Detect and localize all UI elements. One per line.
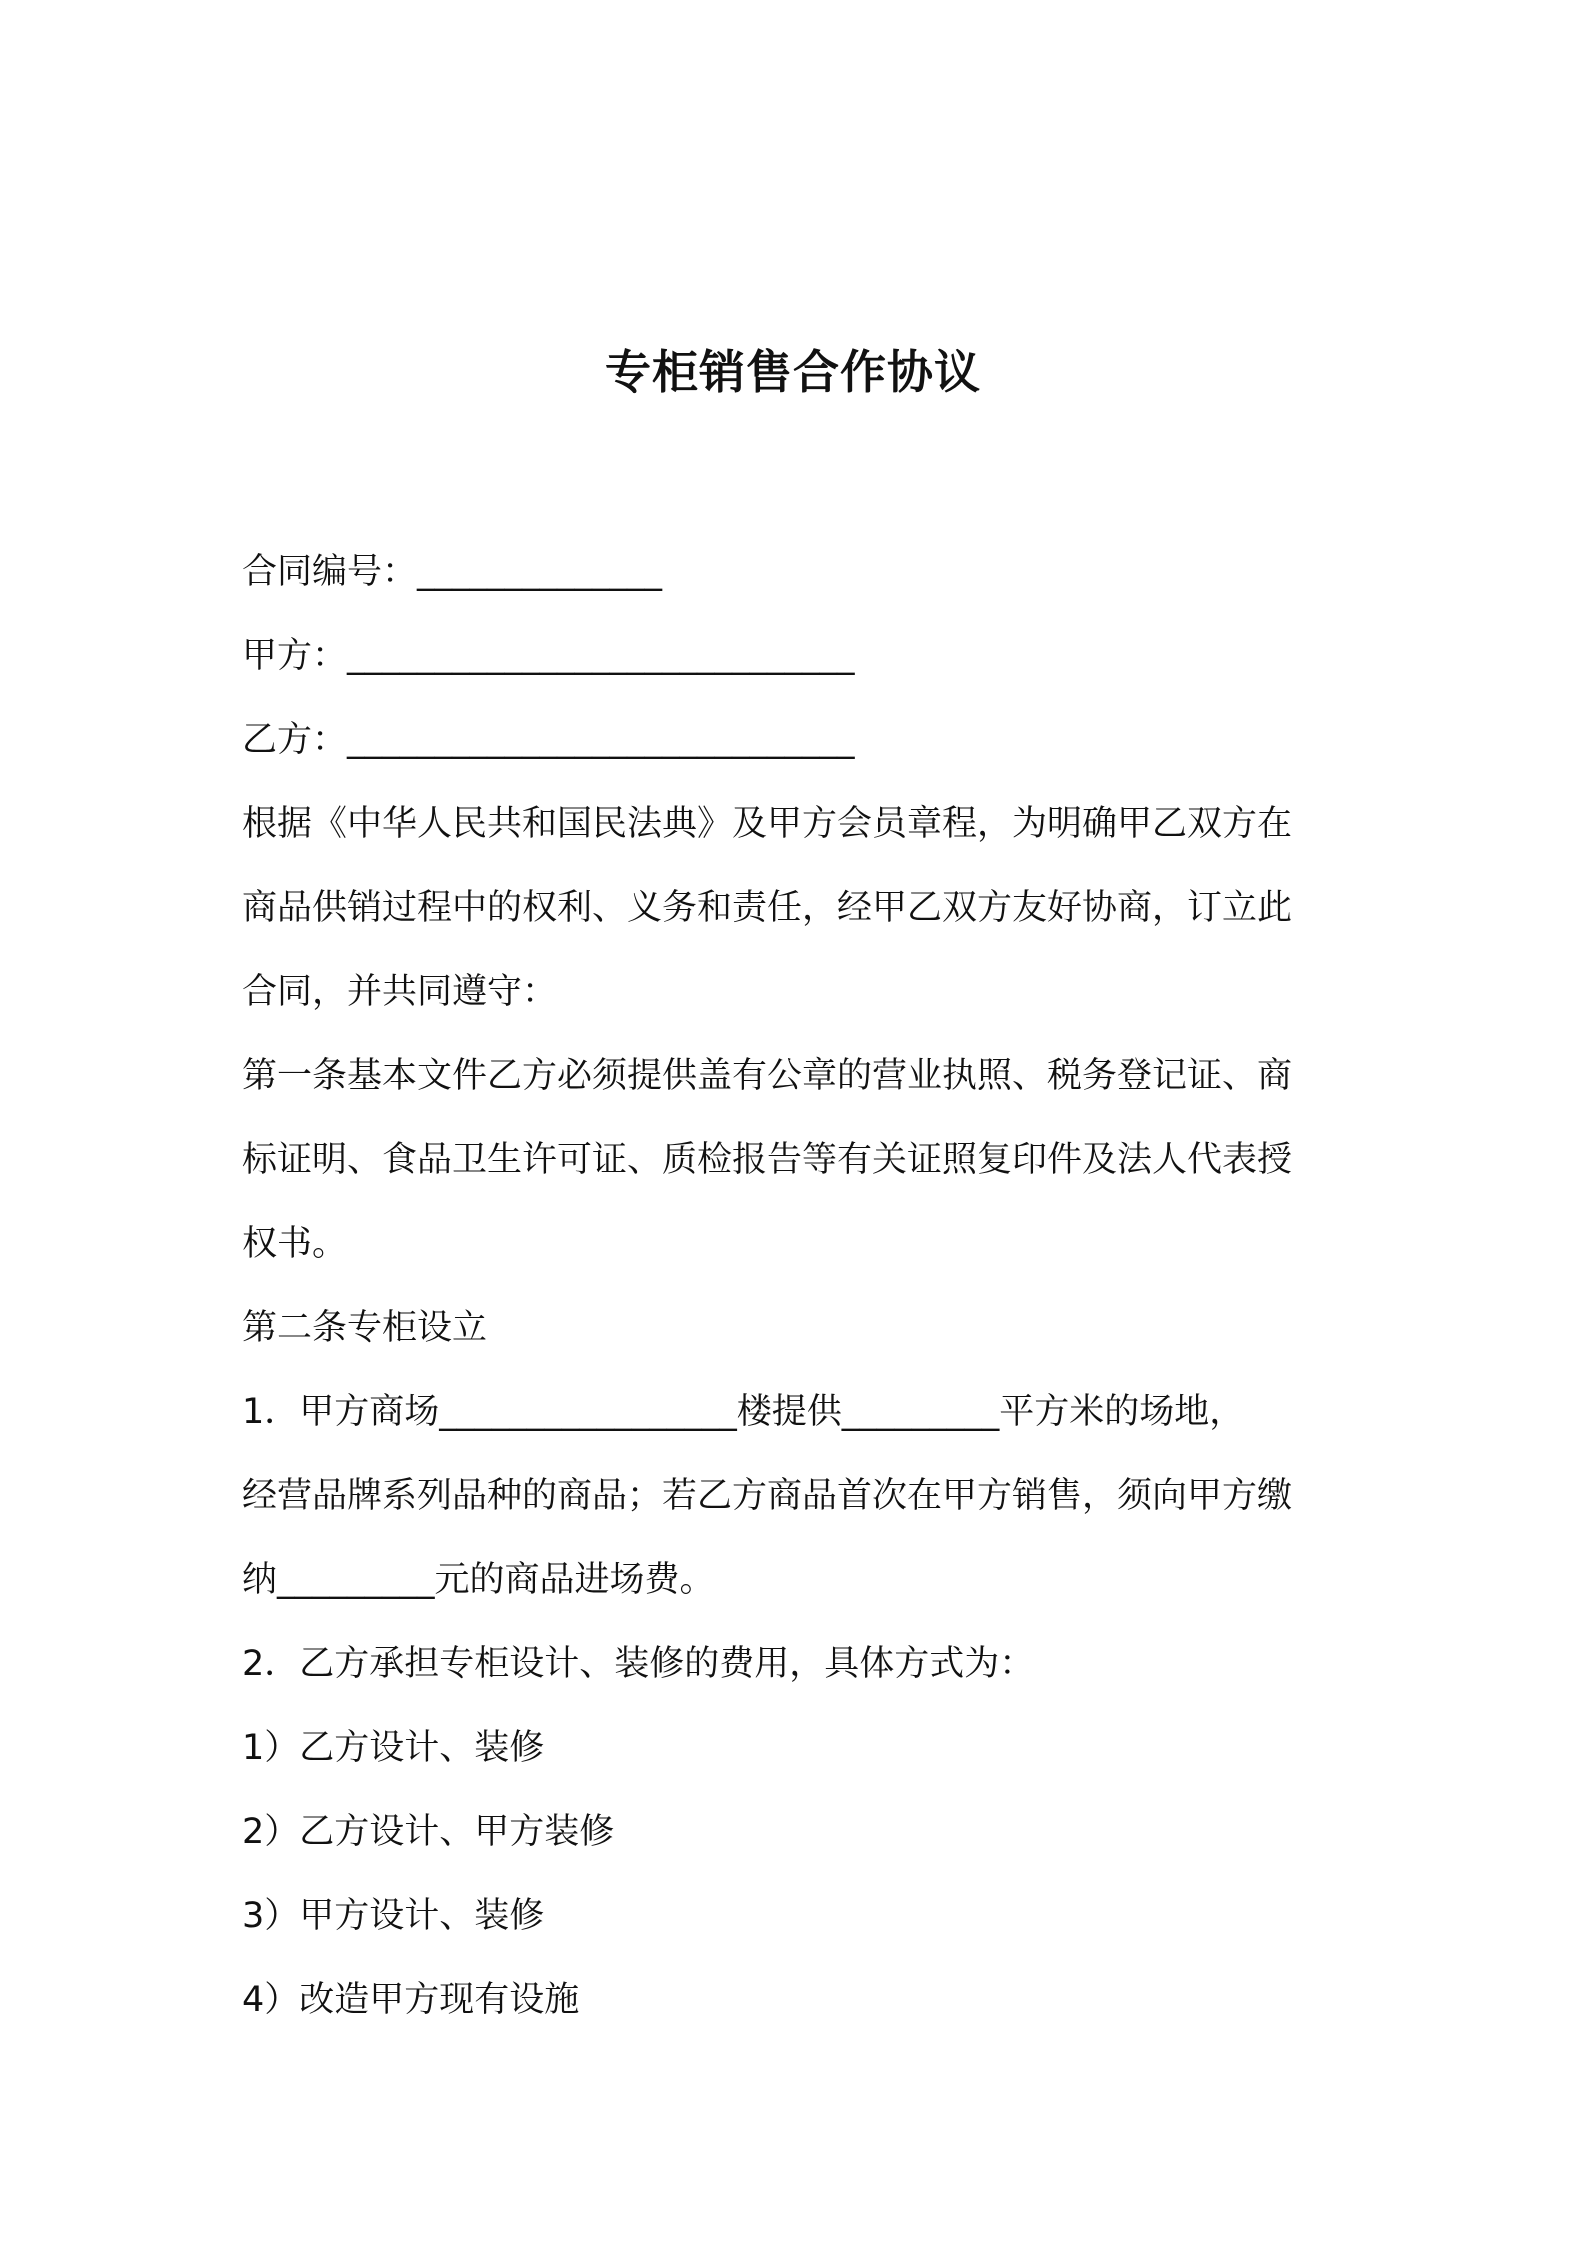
option-2: 2）乙方设计、甲方装修 [242, 1812, 615, 1852]
contract-number-line: 合同编号：______________ [242, 552, 663, 592]
clause-1-line-1: 1．甲方商场_________________楼提供_________平方米的场地， [242, 1392, 1245, 1432]
option-3: 3）甲方设计、装修 [242, 1896, 545, 1936]
clause-2-line: 2．乙方承担专柜设计、装修的费用，具体方式为： [242, 1644, 1035, 1684]
document-body [242, 530, 1360, 2042]
clause-1-line-2: 经营品牌系列品种的商品；若乙方商品首次在甲方销售，须向甲方缴 [242, 1476, 1293, 1516]
clause-1-line-3: 纳_________元的商品进场费。 [242, 1560, 715, 1600]
party-b-line: 乙方：_____________________________ [242, 720, 855, 760]
article-2-heading: 第二条专柜设立 [242, 1308, 488, 1348]
document-title: 专柜销售合作协议 [605, 345, 981, 399]
article-1-line-2: 标证明、食品卫生许可证、质检报告等有关证照复印件及法人代表授 [242, 1140, 1293, 1180]
option-1: 1）乙方设计、装修 [242, 1728, 545, 1768]
article-1-line-3: 权书。 [242, 1224, 348, 1264]
preamble-line-3: 合同，并共同遵守： [242, 972, 558, 1012]
article-1-line-1: 第一条基本文件乙方必须提供盖有公章的营业执照、税务登记证、商 [242, 1056, 1293, 1096]
preamble-line-2: 商品供销过程中的权利、义务和责任，经甲乙双方友好协商，订立此 [242, 888, 1293, 928]
party-a-line: 甲方：_____________________________ [242, 636, 855, 676]
option-4: 4）改造甲方现有设施 [242, 1980, 580, 2020]
preamble-line-1: 根据《中华人民共和国民法典》及甲方会员章程，为明确甲乙双方在 [242, 804, 1293, 844]
